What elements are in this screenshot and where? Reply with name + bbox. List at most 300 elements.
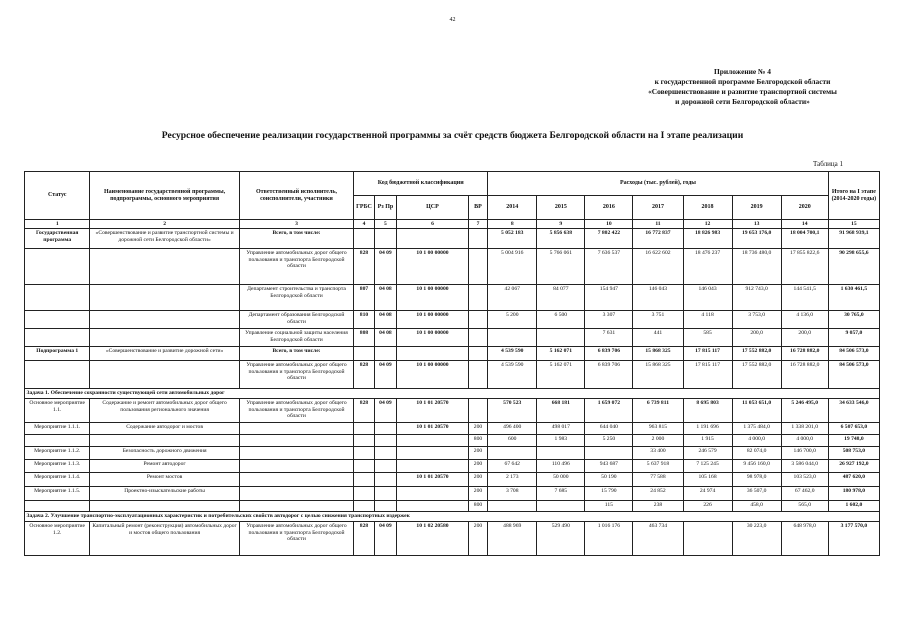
header-budget-code: Код бюджетной классификации [354,172,488,196]
row-value: 7 631 [585,329,633,347]
row-status: Мероприятие 1.1.3. [25,460,90,473]
row-csr: 10 1 00 00000 [397,311,469,329]
row-value: 146 043 [683,285,732,311]
row-executor: Департамент строительства и транспорта Белгородской области [239,285,354,311]
row-name: Ремонт мостов [90,473,239,487]
row-value: 50 000 [537,473,585,487]
row-vr: 200 [468,473,487,487]
row-value: 487 620,0 [828,473,879,487]
row-executor: Управление автомобильных дорог общего пользования и транспорта Белгородской области [239,399,354,423]
row-value: 668 181 [537,399,585,423]
row-executor: Всего, в том числе: [239,347,354,361]
table-row [25,460,880,473]
row-rzpr [374,229,396,249]
row-rzpr: 04 08 [374,329,396,347]
table-row [25,423,880,435]
row-name [90,329,239,347]
row-value: 30 765,0 [828,311,879,329]
row-value: 1 630 461,5 [828,285,879,311]
row-value: 36 507,0 [732,487,781,501]
row-value: 5 162 071 [537,347,585,361]
table-row [25,249,880,285]
row-value: 6 739 811 [633,399,683,423]
row-rzpr [374,347,396,361]
row-value: 146 700,0 [781,447,828,460]
row-value: 16 772 837 [633,229,683,249]
row-value: 6 507 653,0 [828,423,879,435]
row-value: 16 622 602 [633,249,683,285]
row-value: 5 856 638 [537,229,585,249]
row-value: 529 490 [537,522,585,556]
row-executor: Управление социальной защиты населения Белгородской области [239,329,354,347]
row-name [90,435,239,447]
header-rzpr: Рз Пр [374,196,396,220]
row-csr [397,347,469,361]
row-value: 441 [633,329,683,347]
row-rzpr [374,447,396,460]
row-csr: 10 1 01 20570 [397,399,469,423]
row-vr [468,361,487,389]
row-rzpr: 04 09 [374,249,396,285]
row-value: 115 [585,501,633,512]
row-executor [239,487,354,501]
row-rzpr [374,487,396,501]
row-vr: 200 [468,460,487,473]
row-grbs: 828 [354,361,374,389]
appendix-block [590,67,895,107]
row-vr [468,229,487,249]
header-expenses: Расходы (тыс. рублей), годы [488,172,829,196]
row-value: 644 040 [585,423,633,435]
table-row [25,229,880,249]
row-rzpr [374,460,396,473]
row-value: 17 815 117 [683,347,732,361]
row-rzpr: 04 08 [374,285,396,311]
row-value: 98 978,0 [732,473,781,487]
row-vr [468,311,487,329]
row-value: 15 868 325 [633,361,683,389]
row-value: 110 496 [537,460,585,473]
row-value: 565,0 [781,501,828,512]
column-number: 4 [354,220,374,229]
header-year: 2019 [732,196,781,220]
header-grbs: ГРБС [354,196,374,220]
row-vr: 200 [468,447,487,460]
row-value: 146 043 [633,285,683,311]
row-value: 15 790 [585,487,633,501]
row-value: 84 077 [537,285,585,311]
table-body [25,229,880,556]
row-status [25,329,90,347]
row-value: 33 400 [633,447,683,460]
row-value: 4 000,0 [732,435,781,447]
row-status [25,311,90,329]
row-value: 5 246 495,0 [781,399,828,423]
row-csr [397,447,469,460]
row-value: 91 968 939,1 [828,229,879,249]
row-executor [239,423,354,435]
row-vr: 800 [468,435,487,447]
row-value: 1 983 [537,435,585,447]
row-status [25,501,90,512]
table-row [25,473,880,487]
row-value [488,329,537,347]
row-value: 18 004 700,1 [781,229,828,249]
row-value [683,522,732,556]
row-value [537,329,585,347]
row-value: 18 476 237 [683,249,732,285]
row-name [90,285,239,311]
row-value: 1 016 176 [585,522,633,556]
row-grbs [354,501,374,512]
column-number: 6 [397,220,469,229]
row-value: 154 947 [585,285,633,311]
row-value: 5 637 918 [633,460,683,473]
row-value: 16 728 882,0 [781,361,828,389]
row-rzpr: 04 08 [374,311,396,329]
row-status: Мероприятие 1.1.2. [25,447,90,460]
row-executor [239,473,354,487]
row-value: 17 855 822,6 [781,249,828,285]
column-number: 5 [374,220,396,229]
row-grbs: 807 [354,285,374,311]
row-csr: 10 1 02 20580 [397,522,469,556]
row-value: 8 695 803 [683,399,732,423]
row-value: 180 978,0 [828,487,879,501]
row-value: 90 298 655,6 [828,249,879,285]
row-name [90,501,239,512]
column-number: 1 [25,220,90,229]
row-status [25,285,90,311]
row-grbs [354,347,374,361]
row-executor: Управление автомобильных дорог общего пользования и транспорта Белгородской области [239,361,354,389]
table-row [25,361,880,389]
row-value: 17 815 117 [683,361,732,389]
row-value: 17 552 882,0 [732,347,781,361]
row-value: 5 004 916 [488,249,537,285]
row-value: 82 074,0 [732,447,781,460]
row-rzpr: 04 09 [374,522,396,556]
row-executor [239,460,354,473]
row-executor [239,447,354,460]
row-value: 84 506 573,0 [828,347,879,361]
row-value: 67 642 [488,460,537,473]
row-value: 5 766 061 [537,249,585,285]
table-row [25,501,880,512]
row-value: 3 586 044,0 [781,460,828,473]
row-status [25,249,90,285]
row-name: Ремонт автодорог [90,460,239,473]
row-value: 943 687 [585,460,633,473]
row-value: 7 685 [537,487,585,501]
row-executor [239,435,354,447]
row-csr: 10 1 00 00000 [397,329,469,347]
table-row [25,329,880,347]
row-vr [468,399,487,423]
header-year: 2018 [683,196,732,220]
row-name: «Совершенствование и развитие транспортной системы и дорожной сети Белгородской области» [90,229,239,249]
column-number: 13 [732,220,781,229]
row-value: 105 168 [683,473,732,487]
row-grbs: 828 [354,399,374,423]
row-value: 144 541,5 [781,285,828,311]
table-row [25,522,880,556]
header-vr: ВР [468,196,487,220]
row-status: Мероприятие 1.1.4. [25,473,90,487]
row-grbs [354,435,374,447]
row-value: 6 839 706 [585,347,633,361]
task-row [25,389,880,399]
row-status: Мероприятие 1.1.5. [25,487,90,501]
row-value: 246 579 [683,447,732,460]
row-value: 24 974 [683,487,732,501]
row-status: Подпрограмма 1 [25,347,90,361]
row-grbs: 828 [354,522,374,556]
row-csr: 10 1 00 00000 [397,249,469,285]
table-row [25,311,880,329]
document-title: Ресурсное обеспечение реализации государственной программы за счёт средств бюджета Белгородской области на I этапе реализации [161,130,744,141]
row-executor: Управление автомобильных дорог общего пользования и транспорта Белгородской области [239,249,354,285]
row-vr [468,285,487,311]
row-vr: 200 [468,423,487,435]
column-number: 2 [90,220,239,229]
row-value [537,447,585,460]
row-value: 6 500 [537,311,585,329]
row-value: 200,0 [781,329,828,347]
row-value: 5 052 183 [488,229,537,249]
appendix-line-1: Приложение № 4 [714,67,771,76]
header-name: Наименование государственной программы, подпрограммы, основного мероприятия [90,172,239,220]
row-value: 4 539 590 [488,347,537,361]
table-row [25,447,880,460]
row-status [25,361,90,389]
row-value: 963 815 [633,423,683,435]
row-grbs [354,447,374,460]
row-vr [468,329,487,347]
row-value: 16 728 882,0 [781,347,828,361]
row-value: 103 523,0 [781,473,828,487]
table-row [25,399,880,423]
row-grbs [354,473,374,487]
row-value: 498 017 [537,423,585,435]
row-value: 18 736 480,0 [732,249,781,285]
task-1-title: Задача 1. Обеспечение сохранности существующей сети автомобильных дорог [25,389,880,399]
row-value: 458,0 [732,501,781,512]
row-value: 200,0 [732,329,781,347]
row-value: 77 588 [633,473,683,487]
row-value: 3 307 [585,311,633,329]
row-grbs [354,423,374,435]
page-number: 42 [449,17,456,23]
row-grbs [354,229,374,249]
row-name: «Совершенствование и развитие дорожной сети» [90,347,239,361]
row-csr: 10 1 01 20570 [397,423,469,435]
row-vr [468,249,487,285]
row-value: 84 506 573,0 [828,361,879,389]
row-value: 1 659 072 [585,399,633,423]
row-value: 17 552 882,0 [732,361,781,389]
row-value: 19 748,0 [828,435,879,447]
row-name: Безопасность дорожного движения [90,447,239,460]
row-value: 5 162 071 [537,361,585,389]
row-value: 15 868 325 [633,347,683,361]
header-year: 2016 [585,196,633,220]
column-number: 14 [781,220,828,229]
row-value: 463 734 [633,522,683,556]
header-status: Статус [25,172,90,220]
row-grbs: 828 [354,249,374,285]
table-row [25,347,880,361]
column-number: 3 [239,220,354,229]
row-value: 2 000 [633,435,683,447]
row-value: 7 636 537 [585,249,633,285]
row-value: 67 462,0 [781,487,828,501]
row-value: 585 [683,329,732,347]
row-value: 1 191 696 [683,423,732,435]
column-number: 9 [537,220,585,229]
row-status: Государственная программа [25,229,90,249]
row-csr [397,501,469,512]
row-value: 488 969 [488,522,537,556]
header-year: 2014 [488,196,537,220]
row-value: 18 826 983 [683,229,732,249]
row-rzpr [374,435,396,447]
row-value: 2 173 [488,473,537,487]
row-name: Капитальный ремонт (реконструкция) автомобильных дорог и мостов общего пользования [90,522,239,556]
row-value: 238 [633,501,683,512]
row-name: Содержание автодорог и мостов [90,423,239,435]
header-executor: Ответственный исполнитель, соисполнители, участники [239,172,354,220]
row-value: 11 053 651,0 [732,399,781,423]
row-status: Мероприятие 1.1.1. [25,423,90,435]
row-value: 4 539 590 [488,361,537,389]
row-rzpr [374,423,396,435]
header-total: Итого на I этапе (2014-2020 годы) [828,172,879,220]
row-value: 1 915 [683,435,732,447]
row-value: 5 250 [585,435,633,447]
row-vr [468,347,487,361]
row-value: 26 927 192,0 [828,460,879,473]
appendix-line-4: и дорожной сети Белгородской области» [675,97,810,106]
row-name [90,311,239,329]
row-value: 4 000,0 [781,435,828,447]
resource-table [24,171,880,556]
column-number: 10 [585,220,633,229]
header-year: 2017 [633,196,683,220]
row-status: Основное мероприятие 1.1. [25,399,90,423]
column-number: 8 [488,220,537,229]
row-value: 3 177 570,0 [828,522,879,556]
row-value [488,447,537,460]
task-2-title: Задача 2. Улучшение транспортно-эксплуатационных характеристик и потребительских свойств автодорог с целью снижения транспортных издержек [25,512,880,522]
table-row [25,435,880,447]
row-rzpr [374,473,396,487]
row-csr [397,435,469,447]
row-value: 4 136,0 [781,311,828,329]
row-rzpr: 04 09 [374,361,396,389]
row-vr: 200 [468,522,487,556]
row-value: 3 708 [488,487,537,501]
table-row [25,285,880,311]
row-name [90,361,239,389]
row-status [25,435,90,447]
appendix-line-3: «Совершенствование и развитие транспортной системы [648,87,837,96]
row-grbs [354,487,374,501]
row-vr: 200 [468,487,487,501]
row-value: 9 456 160,0 [732,460,781,473]
row-grbs: 810 [354,311,374,329]
table-label: Таблица 1 [813,160,843,168]
column-number: 15 [828,220,879,229]
row-name: Проектно-изыскательские работы [90,487,239,501]
row-value: 912 743,0 [732,285,781,311]
row-value: 4 118 [683,311,732,329]
row-value: 5 200 [488,311,537,329]
row-csr [397,229,469,249]
row-value: 1 375 484,0 [732,423,781,435]
row-value: 570 523 [488,399,537,423]
row-value: 6 839 706 [585,361,633,389]
row-value: 7 802 422 [585,229,633,249]
row-value [585,447,633,460]
task-row [25,512,880,522]
row-value: 30 223,0 [732,522,781,556]
row-value: 1 602,0 [828,501,879,512]
row-value: 226 [683,501,732,512]
row-grbs [354,460,374,473]
row-value: 34 633 546,0 [828,399,879,423]
row-executor [239,501,354,512]
column-number: 12 [683,220,732,229]
row-value [488,501,537,512]
row-csr [397,460,469,473]
row-csr [397,487,469,501]
row-value: 9 057,0 [828,329,879,347]
appendix-line-2: к государственной программе Белгородской области [654,77,831,86]
row-value: 3 753,0 [732,311,781,329]
header-year: 2020 [781,196,828,220]
row-status: Основное мероприятие 1.2. [25,522,90,556]
row-value: 648 978,0 [781,522,828,556]
column-number: 11 [633,220,683,229]
row-grbs: 808 [354,329,374,347]
row-value: 19 653 176,0 [732,229,781,249]
row-value: 1 338 201,0 [781,423,828,435]
row-executor: Управление автомобильных дорог общего пользования и транспорта Белгородской области [239,522,354,556]
row-value: 600 [488,435,537,447]
row-rzpr [374,501,396,512]
row-name: Содержание и ремонт автомобильных дорог общего пользования регионального значения [90,399,239,423]
row-name [90,249,239,285]
row-vr: 800 [468,501,487,512]
row-value: 24 852 [633,487,683,501]
header-year: 2015 [537,196,585,220]
row-value [537,501,585,512]
row-csr: 10 1 01 20570 [397,473,469,487]
header-csr: ЦСР [397,196,469,220]
row-executor: Всего, в том числе: [239,229,354,249]
row-csr: 10 1 00 00000 [397,285,469,311]
row-rzpr: 04 09 [374,399,396,423]
row-value: 42 067 [488,285,537,311]
column-number: 7 [468,220,487,229]
row-value: 3 751 [633,311,683,329]
row-csr: 10 1 00 00000 [397,361,469,389]
row-executor: Департамент образования Белгородской области [239,311,354,329]
row-value: 50 190 [585,473,633,487]
row-value: 496 400 [488,423,537,435]
row-value: 508 753,0 [828,447,879,460]
